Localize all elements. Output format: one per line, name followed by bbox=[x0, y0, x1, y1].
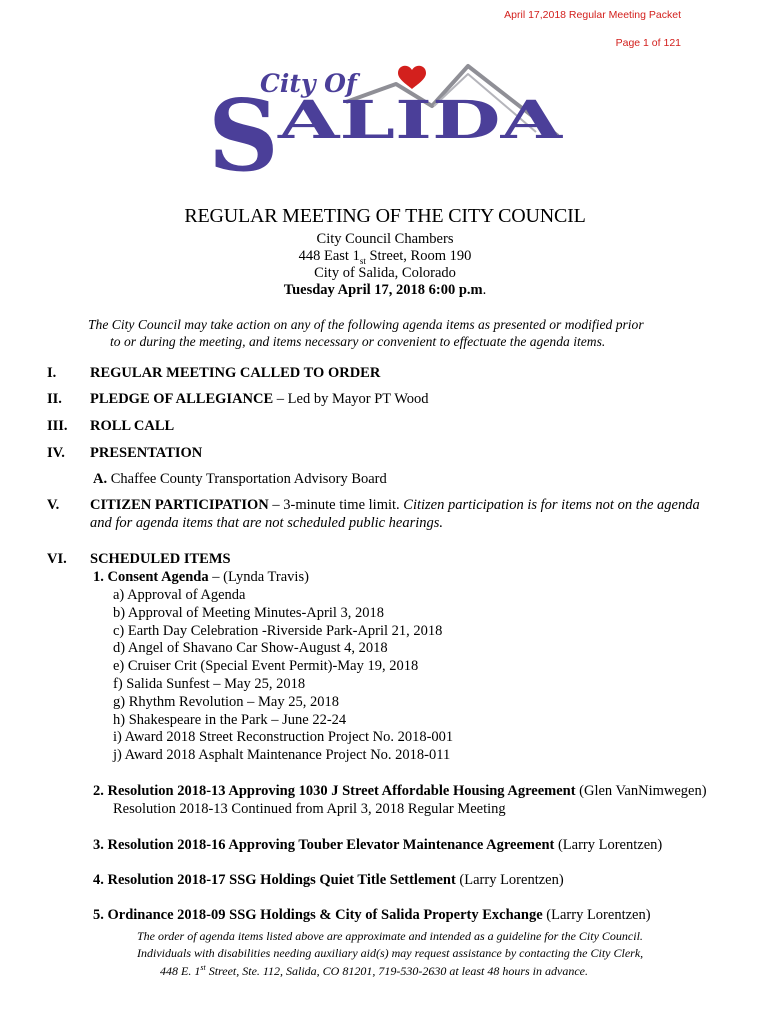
logo-big-s: S bbox=[208, 79, 279, 178]
meeting-city: City of Salida, Colorado bbox=[314, 265, 456, 281]
footer-line-3: 448 E. 1st Street, Ste. 112, Salida, CO 81201, 719-530-2630 at least 48 hours in advance. bbox=[160, 963, 588, 978]
consent-item: d) Angel of Shavano Car Show-August 4, 2018 bbox=[113, 640, 388, 656]
logo-rest-text: ALIDA bbox=[276, 90, 563, 151]
agenda-item-v-continued: and for agenda items that are not scheduled public hearings. bbox=[90, 515, 444, 531]
consent-item: b) Approval of Meeting Minutes-April 3, 2018 bbox=[113, 605, 385, 621]
scheduled-item-2-note: Resolution 2018-13 Continued from April 3, 2018 Regular Meeting bbox=[113, 801, 506, 817]
consent-item: i) Award 2018 Street Reconstruction Project No. 2018-001 bbox=[113, 729, 454, 745]
consent-item: h) Shakespeare in the Park – June 22-24 bbox=[113, 712, 347, 728]
consent-item: j) Award 2018 Asphalt Maintenance Project No. 2018-011 bbox=[113, 747, 451, 763]
city-of-salida-logo bbox=[206, 62, 570, 178]
intro-line-1: The City Council may take action on any of the following agenda items as presented or modified prior bbox=[88, 317, 644, 332]
agenda-number-iii: III. bbox=[47, 418, 68, 434]
consent-item: f) Salida Sunfest – May 25, 2018 bbox=[113, 676, 306, 692]
meeting-street: 448 East $1_{st}$ Street, Room 190 bbox=[298, 248, 472, 266]
page-label: Page 1 of 121 bbox=[615, 37, 681, 49]
agenda-number-i: I. bbox=[47, 365, 57, 381]
meeting-datetime: Tuesday April 17, 2018 6:00 p.m. bbox=[283, 282, 487, 298]
meeting-venue: City Council Chambers bbox=[316, 231, 454, 247]
agenda-number-ii: II. bbox=[47, 391, 62, 407]
consent-item: a) Approval of Agenda bbox=[113, 587, 246, 603]
agenda-number-vi: VI. bbox=[47, 551, 67, 567]
footer-line-2: Individuals with disabilities needing auxiliary aid(s) may request assistance by contacting the City Clerk, bbox=[137, 946, 644, 960]
agenda-item-vi: SCHEDULED ITEMS bbox=[90, 551, 231, 567]
scheduled-item-3: 3. Resolution 2018-16 Approving Touber Elevator Maintenance Agreement (Larry Lorentzen) bbox=[93, 837, 663, 853]
meeting-title: REGULAR MEETING OF THE CITY COUNCIL bbox=[184, 205, 586, 227]
agenda-number-v: V. bbox=[47, 497, 60, 513]
agenda-item-v: CITIZEN PARTICIPATION – 3-minute time limit. Citizen participation is for items not on the agenda bbox=[90, 497, 700, 513]
presentation-item-a: A. Chaffee County Transportation Advisory Board bbox=[93, 471, 387, 487]
scheduled-item-4: 4. Resolution 2018-17 SSG Holdings Quiet Title Settlement (Larry Lorentzen) bbox=[93, 872, 564, 888]
footer-line-1: The order of agenda items listed above are approximate and intended as a guideline for the City Council. bbox=[137, 929, 643, 943]
agenda-item-iii: ROLL CALL bbox=[90, 418, 175, 434]
agenda-item-i: REGULAR MEETING CALLED TO ORDER bbox=[90, 365, 381, 381]
agenda-number-iv: IV. bbox=[47, 445, 65, 461]
packet-label: April 17,2018 Regular Meeting Packet bbox=[504, 9, 681, 21]
consent-item: e) Cruiser Crit (Special Event Permit)-May 19, 2018 bbox=[113, 658, 419, 674]
logo-top-text: City Of bbox=[260, 69, 357, 98]
agenda-item-iv: PRESENTATION bbox=[90, 445, 203, 461]
consent-item: c) Earth Day Celebration -Riverside Park-April 21, 2018 bbox=[113, 623, 443, 639]
consent-item: g) Rhythm Revolution – May 25, 2018 bbox=[113, 694, 339, 710]
consent-agenda-heading: 1. Consent Agenda – (Lynda Travis) bbox=[93, 569, 309, 585]
scheduled-item-2: 2. Resolution 2018-13 Approving 1030 J Street Affordable Housing Agreement (Glen VanNimwegen) bbox=[93, 783, 707, 799]
scheduled-item-5: 5. Ordinance 2018-09 SSG Holdings & City of Salida Property Exchange (Larry Lorentzen) bbox=[93, 907, 651, 923]
intro-line-2: to or during the meeting, and items necessary or convenient to effectuate the agenda items. bbox=[110, 334, 606, 349]
agenda-item-ii: PLEDGE OF ALLEGIANCE – Led by Mayor PT Wood bbox=[90, 391, 429, 407]
